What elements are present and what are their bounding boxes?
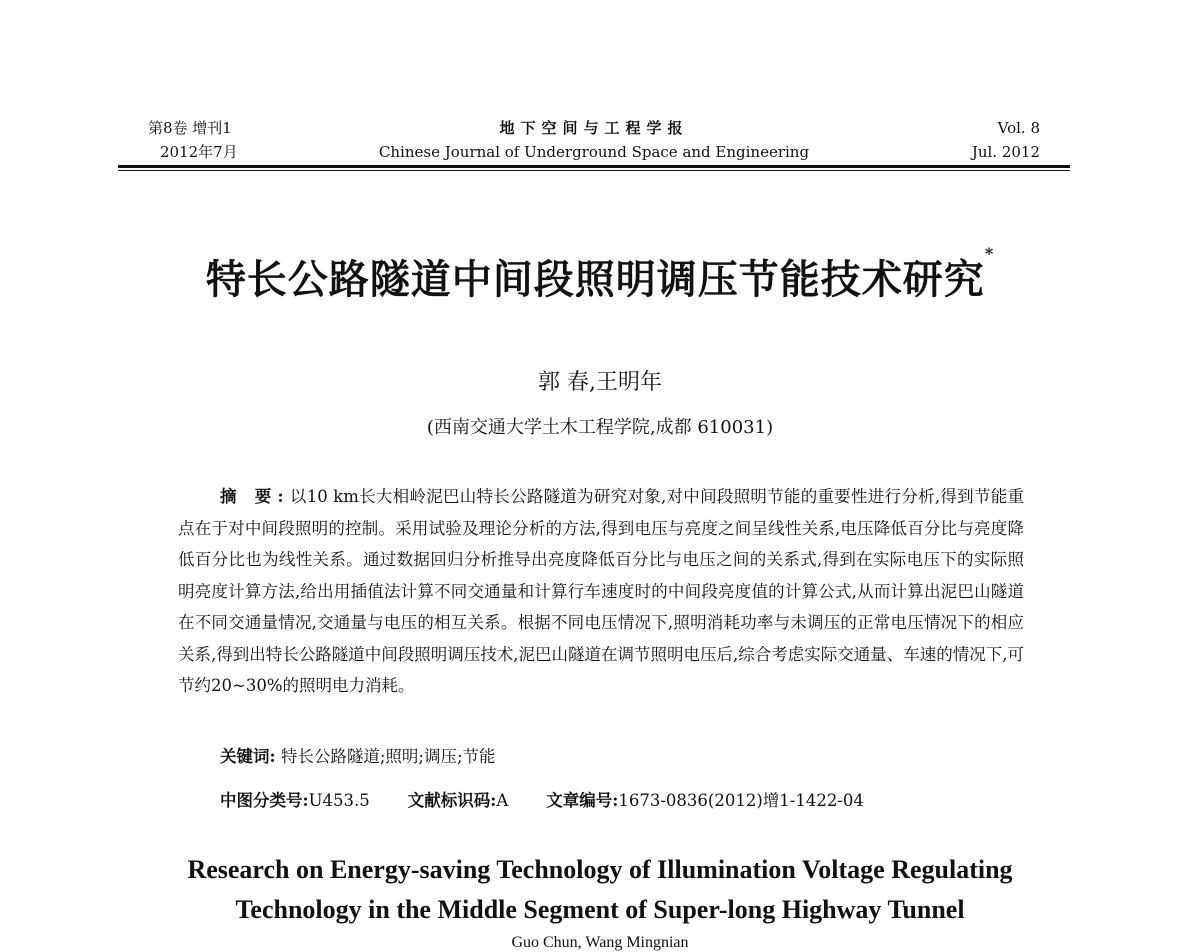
abstract-label: 摘 要:	[220, 487, 290, 506]
classification-line	[220, 787, 864, 811]
clc-label: 中图分类号:	[220, 791, 309, 810]
article-number-label: 文章编号:	[546, 791, 619, 810]
header-right	[972, 116, 1040, 164]
volume-cn: 第8卷 增刊1	[148, 119, 232, 137]
clc-value: U453.5	[308, 791, 370, 810]
affiliation-cn: (西南交通大学土木工程学院,成都 610031)	[426, 417, 774, 438]
abstract-text: 以10 km长大相岭泥巴山特长公路隧道为研究对象,对中间段照明节能的重要性进行分析,得到节能重点在于对中间段照明的控制。采用试验及理论分析的方法,得到电压与亮度之间呈线性关系,电压降低百分比与亮度降低百分比也为线性关系。通过数据回归分析推导出亮度降低百分比与电压之间的关系式,得到在实际电压下的实际照明亮度计算方法,给出用插值法计算不同交通量和计算行车速度时的中间段亮度值的计算公式,从而计算出泥巴山隧道在不同交通量情况,交通量与电压的相互关系。根据不同电压情况下,照明消耗功率与未调压的正常电压情况下的相应关系,得到出特长公路隧道中间段照明调压技术,泥巴山隧道在调节照明电压后,综合考虑实际交通量、车速的情况下,可节约20~30%的照明电力消耗。	[178, 487, 1024, 695]
paper-title-en-line1: Research on Energy-saving Technology of Illumination Voltage Regulating	[187, 855, 1013, 884]
authors-cn: 郭 春,王明年	[538, 370, 662, 395]
keywords-label: 关键词:	[220, 747, 276, 766]
authors-en: Guo Chun, Wang Mingnian	[511, 934, 689, 951]
header-rule-thin	[118, 170, 1070, 171]
date-cn: 2012年7月	[160, 143, 238, 161]
article-number-value: 1673-0836(2012)增1-1422-04	[618, 791, 864, 810]
abstract-paragraph	[178, 481, 1024, 702]
header-center	[118, 116, 1070, 164]
volume-en: Vol. 8	[997, 119, 1040, 137]
journal-name-cn: 地下空间与工程学报	[499, 119, 689, 137]
paper-title-cn	[0, 244, 1200, 305]
date-en: Jul. 2012	[971, 143, 1040, 161]
doc-code-value: A	[496, 791, 509, 810]
journal-header	[118, 112, 1070, 172]
abstract-cn	[178, 481, 1024, 702]
journal-name-en: Chinese Journal of Underground Space and Engineering	[378, 143, 810, 161]
header-rule-thick	[118, 165, 1070, 168]
keywords-text: 特长公路隧道;照明;调压;节能	[280, 747, 496, 766]
paper-title-en	[0, 850, 1200, 930]
title-footnote-mark: *	[984, 244, 995, 263]
paper-title-cn-text: 特长公路隧道中间段照明调压节能技术研究	[205, 256, 985, 303]
keywords-cn	[220, 743, 496, 767]
doc-code-label: 文献标识码:	[407, 791, 497, 810]
paper-title-en-line2: Technology in the Middle Segment of Super-long Highway Tunnel	[235, 895, 965, 924]
